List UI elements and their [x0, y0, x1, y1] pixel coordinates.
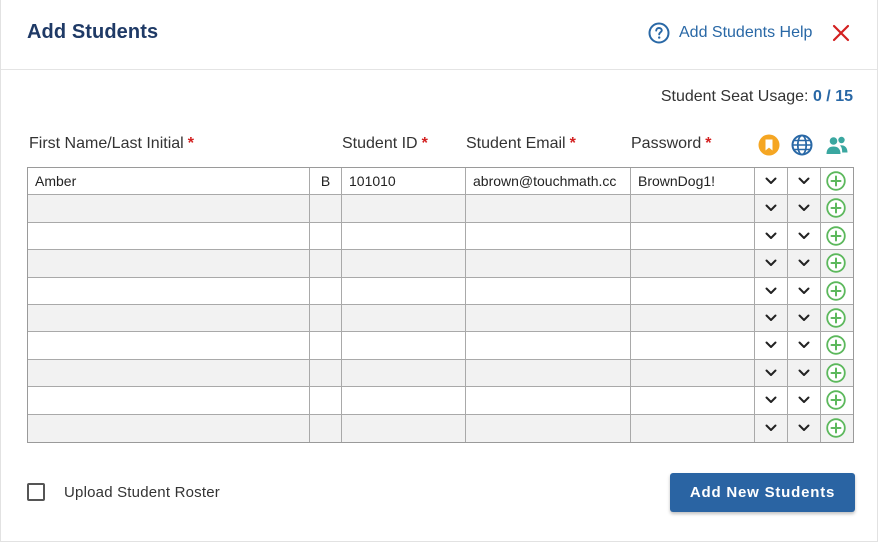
email-cell[interactable] — [466, 360, 631, 386]
email-cell[interactable] — [466, 223, 631, 249]
last-initial-cell[interactable] — [310, 360, 342, 386]
table-row — [28, 387, 853, 414]
chevron-down-icon — [765, 286, 777, 296]
seat-usage-used: 0 — [812, 88, 822, 105]
table-row — [28, 332, 853, 359]
first-name-cell[interactable] — [28, 332, 310, 358]
language-dropdown[interactable] — [755, 387, 788, 413]
group-dropdown[interactable] — [788, 195, 821, 221]
student-id-cell[interactable]: 101010 — [342, 168, 466, 194]
chevron-down-icon — [765, 176, 777, 186]
add-row-button[interactable] — [821, 223, 853, 249]
first-name-cell[interactable] — [28, 305, 310, 331]
chevron-down-icon — [798, 258, 810, 268]
globe-icon[interactable] — [791, 134, 813, 156]
language-dropdown[interactable] — [755, 168, 788, 194]
email-cell[interactable] — [466, 250, 631, 276]
chevron-down-icon — [765, 423, 777, 433]
column-header-student-id-label: Student ID — [342, 135, 418, 152]
table-row — [28, 415, 853, 442]
plus-circle-icon — [826, 308, 846, 328]
add-row-button[interactable] — [821, 415, 853, 442]
plus-circle-icon — [826, 281, 846, 301]
chevron-down-icon — [798, 286, 810, 296]
seat-usage-label: Student Seat Usage: — [660, 88, 809, 105]
language-dropdown[interactable] — [755, 195, 788, 221]
student-id-cell[interactable] — [342, 195, 466, 221]
add-row-button[interactable] — [821, 195, 853, 221]
dialog-title: Add Students — [27, 21, 159, 43]
email-cell[interactable] — [466, 332, 631, 358]
group-dropdown[interactable] — [788, 415, 821, 442]
upload-roster-checkbox[interactable] — [27, 483, 45, 501]
add-row-button[interactable] — [821, 360, 853, 386]
chevron-down-icon — [798, 231, 810, 241]
group-dropdown[interactable] — [788, 250, 821, 276]
bookmark-icon[interactable] — [758, 134, 780, 156]
chevron-down-icon — [798, 203, 810, 213]
first-name-cell[interactable] — [28, 360, 310, 386]
first-name-cell[interactable] — [28, 250, 310, 276]
column-header-password — [631, 135, 711, 153]
chevron-down-icon — [798, 395, 810, 405]
last-initial-cell[interactable] — [310, 250, 342, 276]
chevron-down-icon — [798, 423, 810, 433]
column-header-name — [29, 135, 194, 153]
table-row — [28, 305, 853, 332]
chevron-down-icon — [798, 368, 810, 378]
required-marker: * — [705, 135, 712, 152]
chevron-down-icon — [798, 340, 810, 350]
email-cell[interactable] — [466, 305, 631, 331]
chevron-down-icon — [765, 203, 777, 213]
language-dropdown[interactable] — [755, 415, 788, 442]
add-row-button[interactable] — [821, 305, 853, 331]
student-id-cell[interactable] — [342, 360, 466, 386]
last-initial-cell[interactable] — [310, 278, 342, 304]
seat-usage — [661, 88, 853, 106]
password-cell[interactable] — [631, 278, 755, 304]
help-link[interactable] — [648, 22, 812, 44]
chevron-down-icon — [765, 313, 777, 323]
table-row — [28, 360, 853, 387]
group-dropdown[interactable] — [788, 332, 821, 358]
seat-usage-total: 15 — [835, 88, 853, 105]
add-row-button[interactable] — [821, 278, 853, 304]
table-row — [28, 250, 853, 277]
first-name-cell[interactable] — [28, 223, 310, 249]
plus-circle-icon — [826, 171, 846, 191]
upload-roster-toggle[interactable] — [27, 483, 220, 501]
plus-circle-icon — [826, 335, 846, 355]
close-icon[interactable] — [831, 23, 851, 43]
students-table — [27, 167, 854, 443]
column-header-email-label: Student Email — [466, 135, 566, 152]
group-dropdown[interactable] — [788, 278, 821, 304]
first-name-cell[interactable]: Amber — [28, 168, 310, 194]
column-header-password-label: Password — [631, 135, 702, 152]
language-dropdown[interactable] — [755, 278, 788, 304]
student-id-cell[interactable] — [342, 415, 466, 442]
first-name-cell[interactable] — [28, 387, 310, 413]
student-id-cell[interactable] — [342, 332, 466, 358]
language-dropdown[interactable] — [755, 360, 788, 386]
plus-circle-icon — [826, 363, 846, 383]
chevron-down-icon — [765, 368, 777, 378]
password-cell[interactable] — [631, 332, 755, 358]
seat-usage-separator: / — [826, 88, 831, 105]
student-id-cell[interactable] — [342, 223, 466, 249]
student-id-cell[interactable] — [342, 387, 466, 413]
dialog-header — [1, 0, 877, 70]
plus-circle-icon — [826, 253, 846, 273]
last-initial-cell[interactable] — [310, 305, 342, 331]
users-icon[interactable] — [825, 134, 849, 156]
first-name-cell[interactable] — [28, 278, 310, 304]
add-row-button[interactable] — [821, 168, 853, 194]
password-cell[interactable] — [631, 387, 755, 413]
help-label: Add Students Help — [679, 24, 813, 41]
email-cell[interactable]: abrown@touchmath.cc — [466, 168, 631, 194]
group-dropdown[interactable] — [788, 305, 821, 331]
chevron-down-icon — [765, 395, 777, 405]
email-cell[interactable] — [466, 278, 631, 304]
table-row — [28, 223, 853, 250]
column-header-name-label: First Name/Last Initial — [29, 135, 184, 152]
password-cell[interactable] — [631, 223, 755, 249]
password-cell[interactable] — [631, 195, 755, 221]
upload-roster-label: Upload Student Roster — [64, 483, 220, 501]
email-cell[interactable] — [466, 415, 631, 442]
plus-circle-icon — [826, 226, 846, 246]
chevron-down-icon — [798, 313, 810, 323]
language-dropdown[interactable] — [755, 250, 788, 276]
first-name-cell[interactable] — [28, 415, 310, 442]
group-dropdown[interactable] — [788, 360, 821, 386]
required-marker: * — [569, 135, 576, 152]
chevron-down-icon — [765, 340, 777, 350]
table-row — [28, 195, 853, 222]
first-name-cell[interactable] — [28, 195, 310, 221]
table-row — [28, 168, 853, 195]
email-cell[interactable] — [466, 195, 631, 221]
email-cell[interactable] — [466, 387, 631, 413]
last-initial-cell[interactable] — [310, 387, 342, 413]
last-initial-cell[interactable] — [310, 195, 342, 221]
column-header-student-id — [342, 135, 428, 153]
question-circle-icon — [648, 22, 670, 44]
add-row-button[interactable] — [821, 332, 853, 358]
group-dropdown[interactable] — [788, 387, 821, 413]
password-cell[interactable] — [631, 250, 755, 276]
group-dropdown[interactable] — [788, 168, 821, 194]
plus-circle-icon — [826, 390, 846, 410]
add-new-students-button[interactable]: Add New Students — [670, 473, 855, 512]
table-row — [28, 278, 853, 305]
password-cell[interactable] — [631, 305, 755, 331]
last-initial-cell[interactable] — [310, 332, 342, 358]
chevron-down-icon — [798, 176, 810, 186]
required-marker: * — [421, 135, 428, 152]
plus-circle-icon — [826, 198, 846, 218]
password-cell[interactable]: BrownDog1! — [631, 168, 755, 194]
add-row-button[interactable] — [821, 387, 853, 413]
student-id-cell[interactable] — [342, 305, 466, 331]
required-marker: * — [187, 135, 194, 152]
language-dropdown[interactable] — [755, 305, 788, 331]
add-row-button[interactable] — [821, 250, 853, 276]
plus-circle-icon — [826, 418, 846, 438]
group-dropdown[interactable] — [788, 223, 821, 249]
language-dropdown[interactable] — [755, 223, 788, 249]
student-id-cell[interactable] — [342, 278, 466, 304]
column-header-email — [466, 135, 576, 153]
last-initial-cell[interactable]: B — [310, 168, 342, 194]
password-cell[interactable] — [631, 360, 755, 386]
last-initial-cell[interactable] — [310, 415, 342, 442]
chevron-down-icon — [765, 258, 777, 268]
password-cell[interactable] — [631, 415, 755, 442]
last-initial-cell[interactable] — [310, 223, 342, 249]
language-dropdown[interactable] — [755, 332, 788, 358]
chevron-down-icon — [765, 231, 777, 241]
student-id-cell[interactable] — [342, 250, 466, 276]
